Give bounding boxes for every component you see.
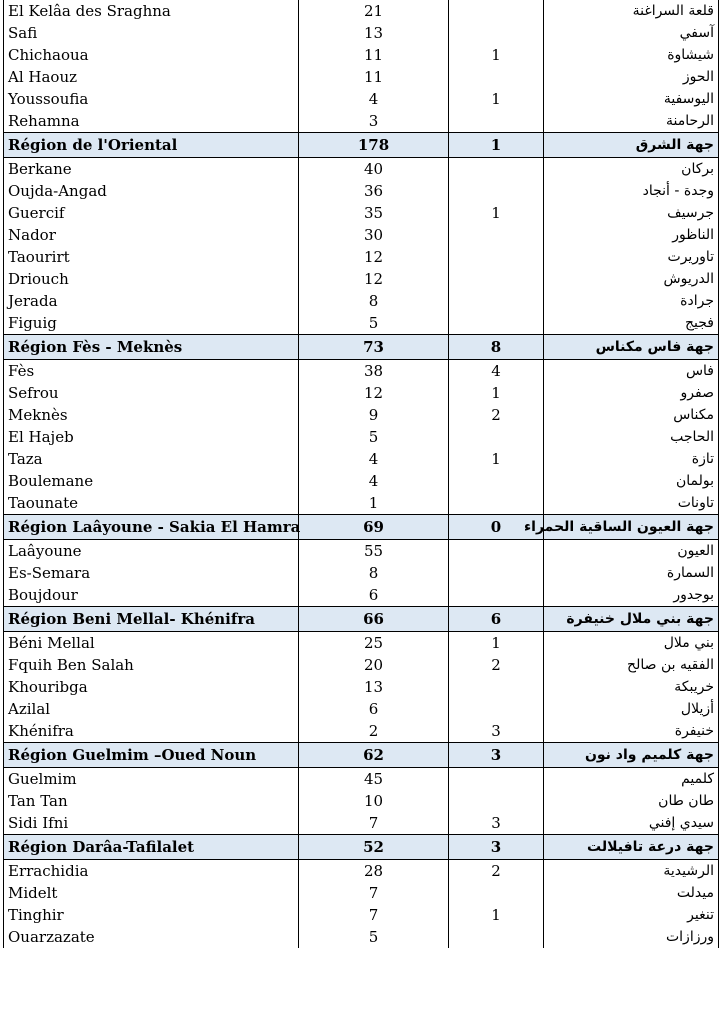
province-deaths: 3 <box>449 812 544 835</box>
province-name-fr: Safi <box>4 22 299 44</box>
province-deaths: 1 <box>449 904 544 926</box>
region-cases: 69 <box>299 515 449 540</box>
region-name-ar: جهة كلميم واد نون <box>544 743 719 768</box>
province-name-fr: Tan Tan <box>4 790 299 812</box>
province-row <box>4 632 719 655</box>
province-row <box>4 44 719 66</box>
province-row <box>4 720 719 743</box>
province-name-fr: Boujdour <box>4 584 299 607</box>
province-row <box>4 360 719 383</box>
province-name-ar: وجدة - أنجاد <box>544 180 719 202</box>
region-name-ar: جهة بني ملال خنيفرة <box>544 607 719 632</box>
province-name-ar: اليوسفية <box>544 88 719 110</box>
province-deaths: 1 <box>449 448 544 470</box>
province-name-fr: Figuig <box>4 312 299 335</box>
province-name-fr: Béni Mellal <box>4 632 299 655</box>
province-cases: 11 <box>299 66 449 88</box>
region-name-ar: جهة درعة تافيلالت <box>544 835 719 860</box>
province-cases: 40 <box>299 158 449 181</box>
province-row <box>4 584 719 607</box>
province-row <box>4 448 719 470</box>
province-deaths <box>449 268 544 290</box>
province-name-ar: صفرو <box>544 382 719 404</box>
province-row <box>4 540 719 563</box>
province-row <box>4 158 719 181</box>
province-deaths: 1 <box>449 202 544 224</box>
province-cases: 7 <box>299 882 449 904</box>
province-row <box>4 492 719 515</box>
province-name-fr: Driouch <box>4 268 299 290</box>
province-row <box>4 22 719 44</box>
province-name-fr: Nador <box>4 224 299 246</box>
province-deaths <box>449 926 544 948</box>
province-name-fr: El Hajeb <box>4 426 299 448</box>
province-row <box>4 926 719 948</box>
province-name-ar: مكناس <box>544 404 719 426</box>
province-name-fr: Taounate <box>4 492 299 515</box>
province-row <box>4 904 719 926</box>
province-deaths <box>449 698 544 720</box>
province-deaths <box>449 22 544 44</box>
region-row <box>4 335 719 360</box>
province-row <box>4 404 719 426</box>
province-cases: 7 <box>299 812 449 835</box>
province-row <box>4 562 719 584</box>
province-name-ar: السمارة <box>544 562 719 584</box>
province-deaths <box>449 110 544 133</box>
province-cases: 45 <box>299 768 449 791</box>
province-deaths <box>449 66 544 88</box>
province-cases: 20 <box>299 654 449 676</box>
province-cases: 5 <box>299 926 449 948</box>
province-name-ar: آسفي <box>544 22 719 44</box>
province-name-ar: تاونات <box>544 492 719 515</box>
region-cases: 73 <box>299 335 449 360</box>
province-row <box>4 268 719 290</box>
province-deaths <box>449 290 544 312</box>
province-name-ar: فجيج <box>544 312 719 335</box>
province-name-ar: خنيفرة <box>544 720 719 743</box>
province-name-fr: Taourirt <box>4 246 299 268</box>
province-cases: 11 <box>299 44 449 66</box>
province-deaths: 1 <box>449 632 544 655</box>
province-name-fr: Oujda-Angad <box>4 180 299 202</box>
province-row <box>4 698 719 720</box>
province-name-ar: الدريوش <box>544 268 719 290</box>
province-cases: 4 <box>299 448 449 470</box>
region-name-ar: جهة فاس مكناس <box>544 335 719 360</box>
province-row <box>4 246 719 268</box>
province-cases: 13 <box>299 676 449 698</box>
province-deaths <box>449 562 544 584</box>
region-deaths: 8 <box>449 335 544 360</box>
province-name-fr: Chichaoua <box>4 44 299 66</box>
province-name-fr: Ouarzazate <box>4 926 299 948</box>
province-name-fr: Guelmim <box>4 768 299 791</box>
region-row <box>4 515 719 540</box>
province-deaths: 4 <box>449 360 544 383</box>
province-name-ar: الحوز <box>544 66 719 88</box>
province-name-ar: تنغير <box>544 904 719 926</box>
region-name-fr: Région de l'Oriental <box>4 133 299 158</box>
region-cases: 52 <box>299 835 449 860</box>
province-deaths <box>449 882 544 904</box>
region-row <box>4 743 719 768</box>
province-cases: 3 <box>299 110 449 133</box>
province-row <box>4 110 719 133</box>
province-deaths <box>449 180 544 202</box>
province-name-ar: جرادة <box>544 290 719 312</box>
province-name-fr: Youssoufia <box>4 88 299 110</box>
province-row <box>4 312 719 335</box>
province-name-ar: سيدي إفني <box>544 812 719 835</box>
province-name-ar: أزيلال <box>544 698 719 720</box>
region-name-fr: Région Beni Mellal- Khénifra <box>4 607 299 632</box>
province-name-fr: Es-Semara <box>4 562 299 584</box>
province-cases: 12 <box>299 268 449 290</box>
province-cases: 1 <box>299 492 449 515</box>
province-cases: 8 <box>299 562 449 584</box>
province-name-ar: الحاجب <box>544 426 719 448</box>
covid-cases-table <box>3 0 719 948</box>
province-cases: 25 <box>299 632 449 655</box>
province-row <box>4 202 719 224</box>
province-row <box>4 860 719 883</box>
province-row <box>4 66 719 88</box>
province-name-ar: بوجدور <box>544 584 719 607</box>
region-row <box>4 835 719 860</box>
province-name-fr: Jerada <box>4 290 299 312</box>
province-name-ar: قلعة السراغنة <box>544 0 719 22</box>
province-name-ar: خريبكة <box>544 676 719 698</box>
province-name-ar: تاوريرت <box>544 246 719 268</box>
province-cases: 7 <box>299 904 449 926</box>
province-row <box>4 470 719 492</box>
province-name-ar: الناظور <box>544 224 719 246</box>
province-deaths <box>449 470 544 492</box>
province-name-fr: Khouribga <box>4 676 299 698</box>
region-name-fr: Région Darâa-Tafilalet <box>4 835 299 860</box>
region-name-fr: Région Guelmim –Oued Noun <box>4 743 299 768</box>
province-name-ar: طان طان <box>544 790 719 812</box>
province-deaths <box>449 492 544 515</box>
region-name-fr: Région Laâyoune - Sakia El Hamra <box>4 515 299 540</box>
region-cases: 66 <box>299 607 449 632</box>
province-deaths <box>449 158 544 181</box>
province-name-ar: الرحامنة <box>544 110 719 133</box>
province-deaths <box>449 540 544 563</box>
province-row <box>4 654 719 676</box>
province-row <box>4 426 719 448</box>
province-name-ar: فاس <box>544 360 719 383</box>
province-name-fr: Sefrou <box>4 382 299 404</box>
province-cases: 12 <box>299 382 449 404</box>
province-cases: 4 <box>299 470 449 492</box>
province-name-fr: Azilal <box>4 698 299 720</box>
province-cases: 30 <box>299 224 449 246</box>
province-name-fr: Meknès <box>4 404 299 426</box>
province-name-fr: Sidi Ifni <box>4 812 299 835</box>
province-cases: 6 <box>299 584 449 607</box>
region-deaths: 3 <box>449 835 544 860</box>
region-cases: 178 <box>299 133 449 158</box>
province-name-fr: Errachidia <box>4 860 299 883</box>
province-row <box>4 224 719 246</box>
province-row <box>4 768 719 791</box>
province-deaths: 1 <box>449 44 544 66</box>
province-name-fr: Rehamna <box>4 110 299 133</box>
province-deaths <box>449 676 544 698</box>
table-body <box>4 0 719 948</box>
province-cases: 4 <box>299 88 449 110</box>
province-deaths <box>449 246 544 268</box>
province-deaths <box>449 790 544 812</box>
province-name-fr: Fès <box>4 360 299 383</box>
province-row <box>4 88 719 110</box>
region-cases: 62 <box>299 743 449 768</box>
province-row <box>4 882 719 904</box>
province-name-fr: Taza <box>4 448 299 470</box>
province-name-fr: Guercif <box>4 202 299 224</box>
province-deaths: 2 <box>449 404 544 426</box>
province-row <box>4 180 719 202</box>
province-name-ar: بركان <box>544 158 719 181</box>
region-row <box>4 133 719 158</box>
province-name-ar: ميدلت <box>544 882 719 904</box>
province-deaths: 1 <box>449 88 544 110</box>
province-row <box>4 790 719 812</box>
province-cases: 2 <box>299 720 449 743</box>
province-deaths: 2 <box>449 654 544 676</box>
region-deaths: 3 <box>449 743 544 768</box>
province-deaths <box>449 0 544 22</box>
province-deaths <box>449 768 544 791</box>
province-name-fr: Khénifra <box>4 720 299 743</box>
province-name-ar: العيون <box>544 540 719 563</box>
province-name-fr: Al Haouz <box>4 66 299 88</box>
province-name-ar: شيشاوة <box>544 44 719 66</box>
province-name-ar: تازة <box>544 448 719 470</box>
province-row <box>4 290 719 312</box>
province-cases: 38 <box>299 360 449 383</box>
province-cases: 55 <box>299 540 449 563</box>
region-deaths: 1 <box>449 133 544 158</box>
province-name-fr: Tinghir <box>4 904 299 926</box>
province-name-ar: بولمان <box>544 470 719 492</box>
province-row <box>4 676 719 698</box>
province-name-fr: Midelt <box>4 882 299 904</box>
province-cases: 8 <box>299 290 449 312</box>
province-cases: 35 <box>299 202 449 224</box>
province-cases: 9 <box>299 404 449 426</box>
province-name-fr: Laâyoune <box>4 540 299 563</box>
province-name-ar: الرشيدية <box>544 860 719 883</box>
region-name-ar: جهة العيون الساقية الحمراء <box>544 515 719 540</box>
province-name-fr: El Kelâa des Sraghna <box>4 0 299 22</box>
province-deaths <box>449 426 544 448</box>
province-deaths <box>449 584 544 607</box>
province-name-ar: كلميم <box>544 768 719 791</box>
province-name-ar: جرسيف <box>544 202 719 224</box>
province-deaths: 3 <box>449 720 544 743</box>
province-deaths: 1 <box>449 382 544 404</box>
province-cases: 12 <box>299 246 449 268</box>
province-cases: 10 <box>299 790 449 812</box>
province-name-ar: بني ملال <box>544 632 719 655</box>
province-deaths: 2 <box>449 860 544 883</box>
province-name-ar: الفقيه بن صالح <box>544 654 719 676</box>
province-cases: 5 <box>299 312 449 335</box>
province-deaths <box>449 224 544 246</box>
province-deaths <box>449 312 544 335</box>
province-cases: 21 <box>299 0 449 22</box>
province-cases: 13 <box>299 22 449 44</box>
province-row <box>4 382 719 404</box>
province-row <box>4 0 719 22</box>
region-name-fr: Région Fès - Meknès <box>4 335 299 360</box>
province-cases: 28 <box>299 860 449 883</box>
province-row <box>4 812 719 835</box>
province-name-fr: Berkane <box>4 158 299 181</box>
region-row <box>4 607 719 632</box>
region-deaths: 0 <box>449 515 544 540</box>
province-cases: 5 <box>299 426 449 448</box>
province-name-ar: ورزازات <box>544 926 719 948</box>
province-name-fr: Boulemane <box>4 470 299 492</box>
region-name-ar: جهة الشرق <box>544 133 719 158</box>
province-cases: 36 <box>299 180 449 202</box>
region-deaths: 6 <box>449 607 544 632</box>
province-name-fr: Fquih Ben Salah <box>4 654 299 676</box>
province-cases: 6 <box>299 698 449 720</box>
